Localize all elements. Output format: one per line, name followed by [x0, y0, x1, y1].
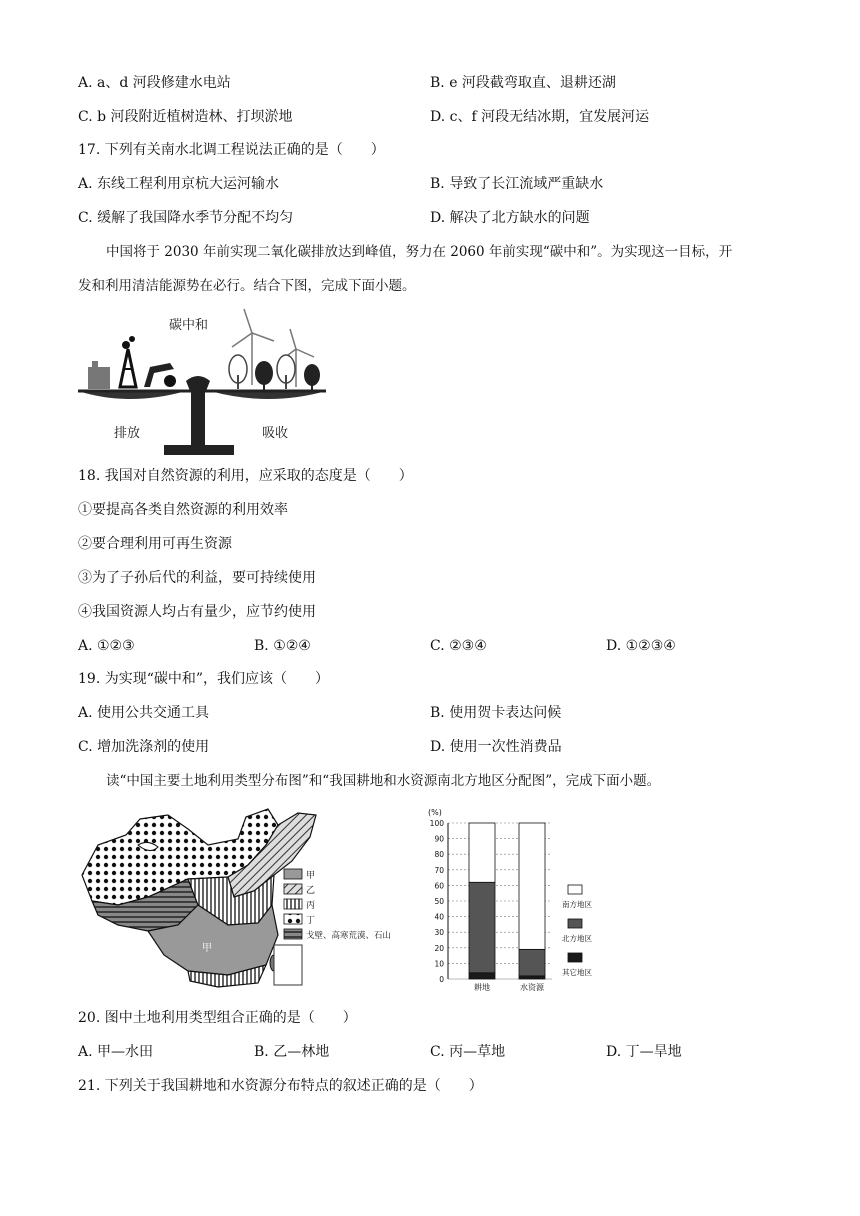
bar-segment — [519, 949, 545, 976]
q18-option-d: D. ①②③④ — [606, 638, 676, 654]
q17-option-c: C. 缓解了我国降水季节分配不均匀 — [78, 210, 294, 226]
balance-fulcrum — [186, 376, 210, 391]
balance-pole — [191, 385, 205, 453]
map-mark-jia: 甲 — [202, 943, 212, 954]
south-china-sea-inset — [274, 945, 302, 985]
balance-title: 碳中和 — [169, 318, 209, 333]
china-land-use-map — [78, 805, 418, 990]
y-tick-label: 30 — [434, 928, 444, 938]
q20-option-b: B. 乙—林地 — [254, 1044, 330, 1060]
q16-option-d: D. c、f 河段无结冰期，宜发展河运 — [430, 109, 650, 125]
q18-statement-4: ④我国资源人均占有量少，应节约使用 — [78, 604, 316, 620]
q16-option-c: C. b 河段附近植树造林、打坝淤地 — [78, 109, 293, 125]
chart-legend — [562, 885, 592, 977]
absorption-label: 吸收 — [262, 426, 289, 441]
q20-option-d: D. 丁—旱地 — [606, 1044, 682, 1060]
legend-swatch — [568, 885, 582, 894]
y-tick-label: 70 — [434, 865, 444, 875]
x-tick-label: 水资源 — [520, 983, 544, 992]
y-tick-label: 50 — [434, 897, 444, 906]
legend-other-label: 戈壁、高寒荒漠、石山 — [306, 931, 392, 941]
emission-icons — [88, 336, 176, 389]
q19-option-b: B. 使用贺卡表达问候 — [430, 705, 562, 721]
legend-bing-label: 丙 — [306, 901, 316, 911]
legend-label: 南方地区 — [562, 900, 592, 909]
carbon-balance-figure — [74, 305, 334, 460]
legend-ding-label: 丁 — [306, 916, 316, 926]
q18-statement-2: ②要合理利用可再生资源 — [78, 536, 232, 552]
x-tick-label: 耕地 — [474, 983, 490, 992]
y-tick-label: 20 — [434, 943, 444, 953]
legend-swatch — [568, 919, 582, 928]
q17-option-d: D. 解决了北方缺水的问题 — [430, 210, 590, 226]
q20-option-c: C. 丙—草地 — [430, 1044, 506, 1060]
q18-option-a: A. ①②③ — [78, 638, 135, 654]
passage-1-line-1: 中国将于 2030 年前实现二氧化碳排放达到峰值，努力在 2060 年前实现“碳中和”。为实现这一目标，开 — [106, 244, 733, 260]
chart-y-ticks — [430, 819, 445, 984]
y-tick-label: 90 — [434, 834, 444, 844]
q21-stem: 21. 下列关于我国耕地和水资源分布特点的叙述正确的是（ ） — [78, 1078, 483, 1094]
legend-label: 北方地区 — [562, 934, 592, 943]
y-tick-label: 100 — [429, 819, 444, 828]
q18-stem: 18. 我国对自然资源的利用，应采取的态度是（ ） — [78, 468, 413, 484]
q17-option-a: A. 东线工程利用京杭大运河输水 — [78, 176, 280, 192]
q19-option-c: C. 增加洗涤剂的使用 — [78, 739, 210, 755]
q19-option-d: D. 使用一次性消费品 — [430, 739, 562, 755]
legend-yi-label: 乙 — [306, 886, 316, 896]
map-legend — [284, 869, 391, 941]
passage-2: 读“中国主要土地利用类型分布图”和“我国耕地和水资源南北方地区分配图”，完成下面小题。 — [106, 773, 661, 789]
q20-stem: 20. 图中土地利用类型组合正确的是（ ） — [78, 1010, 357, 1026]
q16-option-b: B. e 河段截弯取直、退耕还湖 — [430, 75, 616, 91]
q17-option-b: B. 导致了长江流域严重缺水 — [430, 176, 604, 192]
y-tick-label: 40 — [434, 912, 444, 922]
chart-y-axis-label: (%) — [428, 808, 442, 817]
y-tick-label: 0 — [439, 975, 444, 984]
balance-base — [164, 445, 234, 455]
legend-swatch — [568, 953, 582, 962]
q17-stem: 17. 下列有关南水北调工程说法正确的是（ ） — [78, 142, 385, 158]
bar-segment — [519, 976, 545, 979]
cropland-water-chart — [420, 805, 610, 995]
bar-segment — [469, 823, 495, 882]
y-tick-label: 60 — [434, 881, 444, 891]
q20-option-a: A. 甲—水田 — [78, 1044, 154, 1060]
q16-option-a: A. a、d 河段修建水电站 — [78, 75, 231, 91]
tree-icons — [229, 355, 320, 391]
bar-segment — [519, 823, 545, 949]
y-tick-label: 10 — [434, 959, 444, 969]
bar-segment — [469, 882, 495, 972]
q18-option-c: C. ②③④ — [430, 638, 487, 654]
legend-label: 其它地区 — [562, 968, 592, 977]
q18-statement-1: ①要提高各类自然资源的利用效率 — [78, 502, 288, 518]
emission-label: 排放 — [114, 426, 141, 441]
legend-jia-label: 甲 — [306, 871, 316, 881]
q18-statement-3: ③为了子孙后代的利益，要可持续使用 — [78, 570, 316, 586]
chart-bars — [469, 823, 545, 979]
bar-segment — [469, 973, 495, 979]
q19-option-a: A. 使用公共交通工具 — [78, 705, 210, 721]
y-tick-label: 80 — [434, 850, 444, 860]
q19-stem: 19. 为实现“碳中和”，我们应该（ ） — [78, 671, 330, 687]
q18-option-b: B. ①②④ — [254, 638, 311, 654]
passage-1-line-2: 发和利用清洁能源势在必行。结合下图，完成下面小题。 — [78, 278, 416, 294]
chart-x-ticks — [474, 982, 545, 992]
